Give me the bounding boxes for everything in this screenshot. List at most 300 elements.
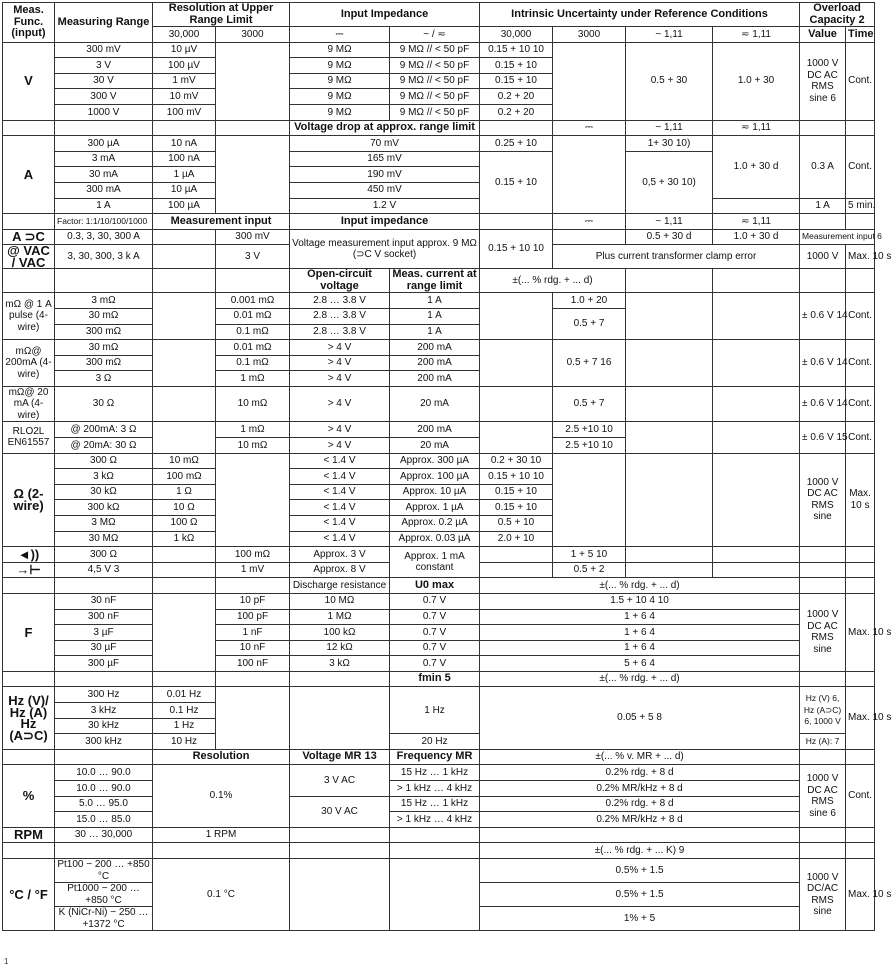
- page-footnote: 1: [4, 957, 9, 966]
- table-cell: 1 mV: [216, 562, 290, 578]
- table-cell: 0.3 A: [800, 136, 846, 198]
- table-cell: Discharge resistance: [290, 578, 390, 594]
- table-cell: 300 mV: [216, 229, 290, 245]
- table-cell: [626, 269, 713, 293]
- table-cell: Approx. 1 µA: [390, 500, 480, 516]
- table-cell: 100 mV: [153, 104, 216, 120]
- table-cell: [846, 671, 875, 687]
- table-cell: 0.05 + 5 8: [480, 687, 800, 749]
- table-cell: Value: [800, 27, 846, 43]
- table-row: [3, 812, 875, 828]
- table-cell: 1000 V DC AC RMS sine: [800, 453, 846, 547]
- table-cell: 30 mΩ: [55, 340, 153, 356]
- table-cell: 300 Hz: [55, 687, 153, 703]
- table-cell: [55, 578, 153, 594]
- table-cell: mΩ@ 20 mA (4-wire): [3, 386, 55, 422]
- table-cell: [553, 453, 626, 547]
- table-cell: [390, 859, 480, 931]
- table-cell: Approx. 0.03 µA: [390, 531, 480, 547]
- table-cell: @ 20mA: 30 Ω: [55, 437, 153, 453]
- table-cell: 300 µF: [55, 656, 153, 672]
- table-cell: 300 Ω: [55, 547, 153, 563]
- spec-table: [2, 2, 891, 931]
- table-cell: V: [3, 42, 55, 120]
- table-cell: ±(... % rdg. + ... d): [480, 671, 800, 687]
- table-cell: [846, 843, 875, 859]
- table-cell: [480, 386, 553, 422]
- table-cell: 30 V AC: [290, 796, 390, 827]
- table-cell: 1 + 5 10: [553, 547, 626, 563]
- table-cell: [153, 562, 216, 578]
- table-cell: 0.5 + 7 16: [553, 340, 626, 387]
- table-cell: 30 kHz: [55, 718, 153, 734]
- table-cell: [153, 120, 216, 136]
- table-cell: Approx. 300 µA: [390, 453, 480, 469]
- table-cell: ≂ 1,11: [713, 214, 800, 230]
- table-cell: 300 V: [55, 89, 153, 105]
- table-row: [3, 198, 875, 214]
- table-cell: 3 V: [55, 58, 153, 74]
- table-cell: [846, 562, 875, 578]
- table-cell: > 4 V: [290, 437, 390, 453]
- table-cell: Overload Capacity 2: [800, 3, 875, 27]
- table-cell: Cont.: [846, 136, 875, 198]
- table-cell: [55, 120, 153, 136]
- table-cell: 5.0 … 95.0: [55, 796, 153, 812]
- table-cell: ~ / ≂: [390, 27, 480, 43]
- table-cell: [216, 269, 290, 293]
- table-cell: 0.1 °C: [153, 859, 290, 931]
- table-cell: [216, 136, 290, 214]
- table-cell: [3, 120, 55, 136]
- table-cell: [216, 687, 290, 749]
- table-cell: 1.2 V: [290, 198, 480, 214]
- table-cell: [3, 843, 55, 859]
- table-cell: Cont.: [846, 42, 875, 120]
- table-cell: 0.2% rdg. + 8 d: [480, 796, 800, 812]
- table-cell: [800, 843, 846, 859]
- table-cell: 30 nF: [55, 593, 153, 609]
- table-cell: 1 mΩ: [216, 422, 290, 438]
- table-cell: [216, 671, 290, 687]
- table-cell: [290, 859, 390, 931]
- table-cell: ⎓: [553, 214, 626, 230]
- table-row: [3, 453, 875, 469]
- table-cell: ◄)): [3, 547, 55, 563]
- table-cell: Intrinsic Uncertainty under Reference Conditions: [480, 3, 800, 27]
- table-cell: [713, 547, 800, 563]
- table-cell: 1 MΩ: [290, 609, 390, 625]
- table-cell: U0 max: [390, 578, 480, 594]
- table-cell: 0.2% MR/kHz + 8 d: [480, 781, 800, 797]
- table-cell: ~ 1,11: [626, 27, 713, 43]
- table-cell: 0.7 V: [390, 609, 480, 625]
- table-cell: Meas. current at range limit: [390, 269, 480, 293]
- table-cell: 1 A: [390, 324, 480, 340]
- table-cell: 5 min.: [846, 198, 875, 214]
- table-row: [3, 386, 875, 422]
- table-cell: [55, 843, 153, 859]
- table-cell: [153, 245, 216, 269]
- table-cell: 165 mV: [290, 151, 480, 167]
- table-cell: [800, 749, 846, 765]
- table-cell: 1 mΩ: [216, 371, 290, 387]
- table-cell: < 1.4 V: [290, 531, 390, 547]
- table-cell: 200 mA: [390, 355, 480, 371]
- spec-table-body: [3, 2, 891, 931]
- table-cell: 100 mΩ: [153, 469, 216, 485]
- table-cell: [846, 578, 875, 594]
- table-cell: [153, 593, 216, 671]
- table-cell: 2.8 … 3.8 V: [290, 293, 390, 309]
- table-cell: [290, 843, 390, 859]
- table-cell: 1 nF: [216, 625, 290, 641]
- table-cell: 300 µA: [55, 136, 153, 152]
- table-cell: 0.5% + 1.5: [480, 883, 800, 907]
- table-cell: [153, 269, 216, 293]
- table-cell: 3 kΩ: [55, 469, 153, 485]
- table-row: [3, 293, 875, 309]
- table-cell: [480, 562, 553, 578]
- table-cell: ±(... % rdg. + ... d): [480, 578, 800, 594]
- table-cell: < 1.4 V: [290, 500, 390, 516]
- table-cell: 10 nA: [153, 136, 216, 152]
- table-row: [3, 340, 875, 356]
- table-cell: Hz (A): 7: [800, 734, 846, 750]
- table-cell: 1000 V DC AC RMS sine: [800, 593, 846, 671]
- table-cell: 300 mV: [55, 42, 153, 58]
- table-row: [3, 859, 875, 883]
- table-cell: 1% + 5: [480, 907, 800, 931]
- table-cell: Approx. 100 µA: [390, 469, 480, 485]
- table-cell: 0.5 + 10: [480, 515, 553, 531]
- table-cell: [626, 547, 713, 563]
- table-cell: 1 A: [390, 308, 480, 324]
- table-cell: [846, 269, 875, 293]
- table-cell: 0.25 + 10: [480, 136, 553, 152]
- table-cell: [713, 422, 800, 453]
- table-cell: A: [3, 136, 55, 214]
- table-row: [3, 609, 875, 625]
- table-cell: Approx. 3 V: [290, 547, 390, 563]
- table-cell: [800, 120, 846, 136]
- table-cell: [553, 229, 626, 245]
- table-row: [3, 827, 875, 843]
- table-cell: 100 Ω: [153, 515, 216, 531]
- table-cell: mΩ@ 200mA (4-wire): [3, 340, 55, 387]
- table-cell: ± 0.6 V 14: [800, 386, 846, 422]
- table-cell: 200 mA: [390, 340, 480, 356]
- table-cell: 70 mV: [290, 136, 480, 152]
- table-cell: Max. 10 s: [846, 245, 875, 269]
- table-cell: 30 MΩ: [55, 531, 153, 547]
- table-cell: [480, 547, 553, 563]
- table-cell: 0.1 Hz: [153, 703, 216, 719]
- table-cell: 10 pF: [216, 593, 290, 609]
- table-cell: [3, 214, 55, 230]
- table-cell: [800, 547, 846, 563]
- table-cell: ± 0.6 V 14: [800, 293, 846, 340]
- table-cell: 20 mA: [390, 437, 480, 453]
- table-cell: [480, 827, 800, 843]
- table-cell: [3, 269, 55, 293]
- table-cell: 9 MΩ: [290, 104, 390, 120]
- table-cell: 10 nF: [216, 640, 290, 656]
- table-cell: Max. 10 s: [846, 687, 875, 749]
- table-cell: 2.8 … 3.8 V: [290, 308, 390, 324]
- table-row: [3, 422, 875, 438]
- table-cell: 30 mA: [55, 167, 153, 183]
- table-row: [3, 781, 875, 797]
- table-cell: < 1.4 V: [290, 484, 390, 500]
- table-cell: 1 RPM: [153, 827, 290, 843]
- table-cell: > 4 V: [290, 422, 390, 438]
- table-cell: [800, 269, 846, 293]
- table-cell: ±(... % v. MR + ... d): [480, 749, 800, 765]
- table-cell: [290, 687, 390, 749]
- table-row: [3, 796, 875, 812]
- table-row: [3, 749, 875, 765]
- table-cell: 30 Ω: [55, 386, 153, 422]
- table-cell: 10 mΩ: [153, 453, 216, 469]
- table-cell: 0.15 + 10: [480, 58, 553, 74]
- table-row: [3, 136, 875, 152]
- table-cell: 300 nF: [55, 609, 153, 625]
- table-cell: [713, 198, 800, 214]
- table-cell: Hz (V) 6, Hz (A⊃C) 6, 1000 V: [800, 687, 846, 734]
- table-cell: 1000 V DC AC RMS sine 6: [800, 42, 846, 120]
- table-row: [3, 547, 875, 563]
- table-cell: 1 A: [55, 198, 153, 214]
- table-cell: 0,5 + 30 10): [626, 151, 713, 213]
- table-cell: 9 MΩ: [290, 73, 390, 89]
- table-cell: > 1 kHz … 4 kHz: [390, 781, 480, 797]
- table-row: [3, 42, 875, 58]
- table-cell: Factor: 1:1/10/100/1000: [55, 214, 153, 230]
- table-cell: 1000 V DC/AC RMS sine: [800, 859, 846, 931]
- table-cell: Meas. Func. (input): [3, 3, 55, 43]
- table-cell: 0.01 Hz: [153, 687, 216, 703]
- table-cell: 1000 V: [55, 104, 153, 120]
- table-cell: 9 MΩ: [290, 58, 390, 74]
- table-cell: 1 Hz: [153, 718, 216, 734]
- table-cell: Measurement input: [153, 214, 290, 230]
- table-cell: ~ 1,11: [626, 214, 713, 230]
- table-cell: 9 MΩ // < 50 pF: [390, 104, 480, 120]
- table-cell: ⎓: [290, 27, 390, 43]
- table-cell: 12 kΩ: [290, 640, 390, 656]
- table-cell: 30,000: [480, 27, 553, 43]
- table-cell: 2.5 +10 10: [553, 422, 626, 438]
- table-cell: Ω (2-wire): [3, 453, 55, 547]
- table-cell: Max. 10 s: [846, 593, 875, 671]
- table-cell: Input impedance: [290, 214, 480, 230]
- table-cell: 1+ 30 10): [626, 136, 713, 152]
- table-cell: 10 Hz: [153, 734, 216, 750]
- table-cell: %: [3, 765, 55, 827]
- table-cell: [480, 293, 553, 340]
- table-cell: ± 0.6 V 15: [800, 422, 846, 453]
- table-cell: [846, 547, 875, 563]
- table-cell: 3, 30, 300, 3 k A: [55, 245, 153, 269]
- table-cell: [3, 671, 55, 687]
- table-cell: 10 mΩ: [216, 437, 290, 453]
- table-row: [3, 593, 875, 609]
- table-cell: Cont.: [846, 765, 875, 827]
- table-cell: 3 V AC: [290, 765, 390, 796]
- table-cell: [55, 671, 153, 687]
- table-cell: [800, 671, 846, 687]
- table-row: [3, 3, 875, 27]
- table-cell: [626, 340, 713, 387]
- table-cell: 0.2% MR/kHz + 8 d: [480, 812, 800, 828]
- table-cell: 30,000: [153, 27, 216, 43]
- table-cell: 10.0 … 90.0: [55, 781, 153, 797]
- table-cell: Voltage MR 13: [290, 749, 390, 765]
- table-cell: [713, 293, 800, 340]
- table-cell: 1 µA: [153, 167, 216, 183]
- table-cell: [480, 422, 553, 453]
- table-cell: [713, 340, 800, 387]
- table-cell: Frequency MR: [390, 749, 480, 765]
- table-cell: Pt1000 − 200 … +850 °C: [55, 883, 153, 907]
- table-cell: RLO2L EN61557: [3, 422, 55, 453]
- table-cell: 20 mA: [390, 386, 480, 422]
- table-cell: [846, 120, 875, 136]
- table-cell: 15.0 … 85.0: [55, 812, 153, 828]
- table-cell: 0.7 V: [390, 656, 480, 672]
- table-cell: [153, 843, 290, 859]
- table-cell: 3 µF: [55, 625, 153, 641]
- table-cell: 5 + 6 4: [480, 656, 800, 672]
- table-cell: 1 + 6 4: [480, 640, 800, 656]
- table-cell: 1.0 + 30 d: [713, 229, 800, 245]
- table-cell: 0.5 + 30 d: [626, 229, 713, 245]
- table-cell: [846, 749, 875, 765]
- table-cell: 3 MΩ: [55, 515, 153, 531]
- table-row: [3, 765, 875, 781]
- table-cell: A ⊃C: [3, 229, 55, 245]
- table-cell: F: [3, 593, 55, 671]
- table-cell: 300 mA: [55, 182, 153, 198]
- table-cell: 100 mΩ: [216, 547, 290, 563]
- table-cell: Hz (V)/ Hz (A) Hz (A⊃C): [3, 687, 55, 749]
- table-cell: RPM: [3, 827, 55, 843]
- table-row: [3, 656, 875, 672]
- table-cell: fmin 5: [390, 671, 480, 687]
- table-cell: 1.5 + 10 4 10: [480, 593, 800, 609]
- table-cell: 0.15 + 10 10: [480, 469, 553, 485]
- table-cell: Voltage measurement input approx. 9 MΩ (⊃C V socket): [290, 229, 480, 269]
- table-cell: [800, 827, 846, 843]
- table-cell: 20 Hz: [390, 734, 480, 750]
- table-cell: 10 µA: [153, 182, 216, 198]
- table-row: [3, 214, 875, 230]
- table-cell: 1 Ω: [153, 484, 216, 500]
- table-cell: [800, 578, 846, 594]
- table-cell: [153, 293, 216, 340]
- table-cell: [480, 214, 553, 230]
- table-cell: 100 nF: [216, 656, 290, 672]
- table-cell: 200 mA: [390, 422, 480, 438]
- table-row: [3, 843, 875, 859]
- table-cell: 3 Ω: [55, 371, 153, 387]
- table-cell: 0.5 + 2: [553, 562, 626, 578]
- table-cell: 2.0 + 10: [480, 531, 553, 547]
- table-cell: < 1.4 V: [290, 469, 390, 485]
- table-cell: Approx. 8 V: [290, 562, 390, 578]
- table-cell: Voltage drop at approx. range limit: [290, 120, 480, 136]
- table-cell: [290, 671, 390, 687]
- table-cell: 3 mA: [55, 151, 153, 167]
- table-cell: [713, 386, 800, 422]
- table-cell: 100 µV: [153, 58, 216, 74]
- table-cell: < 1.4 V: [290, 515, 390, 531]
- table-cell: 450 mV: [290, 182, 480, 198]
- table-cell: 300 kΩ: [55, 500, 153, 516]
- table-cell: [846, 827, 875, 843]
- table-cell: 0.5 + 30: [626, 42, 713, 120]
- table-cell: 200 mA: [390, 371, 480, 387]
- table-cell: [480, 120, 553, 136]
- table-cell: 1000 V: [800, 245, 846, 269]
- table-cell: Cont.: [846, 293, 875, 340]
- table-cell: [216, 453, 290, 547]
- table-cell: @ VAC / VAC: [3, 245, 55, 269]
- table-cell: Approx. 10 µA: [390, 484, 480, 500]
- table-cell: 0.15 + 10: [480, 484, 553, 500]
- table-cell: ± 0.6 V 14: [800, 340, 846, 387]
- table-cell: mΩ @ 1 A pulse (4-wire): [3, 293, 55, 340]
- table-cell: [216, 120, 290, 136]
- table-cell: 15 Hz … 1 kHz: [390, 796, 480, 812]
- table-cell: 0.2% rdg. + 8 d: [480, 765, 800, 781]
- table-cell: 300 Ω: [55, 453, 153, 469]
- table-cell: 2.5 +10 10: [553, 437, 626, 453]
- table-cell: 100 µA: [153, 198, 216, 214]
- table-cell: 0.15 + 10 10: [480, 42, 553, 58]
- table-cell: 3 kΩ: [290, 656, 390, 672]
- table-cell: 0.5 + 7: [553, 308, 626, 339]
- table-cell: 0.5% + 1.5: [480, 859, 800, 883]
- table-cell: < 1.4 V: [290, 453, 390, 469]
- table-cell: 0.7 V: [390, 593, 480, 609]
- table-cell: 9 MΩ // < 50 pF: [390, 58, 480, 74]
- table-cell: 300 kHz: [55, 734, 153, 750]
- table-cell: 100 pF: [216, 609, 290, 625]
- table-cell: 0.2 + 20: [480, 89, 553, 105]
- table-cell: 100 kΩ: [290, 625, 390, 641]
- table-cell: 10 µV: [153, 42, 216, 58]
- table-cell: 0.2 + 30 10: [480, 453, 553, 469]
- table-cell: [713, 562, 800, 578]
- table-row: [3, 578, 875, 594]
- table-cell: 3000: [216, 27, 290, 43]
- table-cell: [216, 42, 290, 120]
- table-cell: Cont.: [846, 386, 875, 422]
- table-cell: 3 mΩ: [55, 293, 153, 309]
- table-cell: 9 MΩ // < 50 pF: [390, 89, 480, 105]
- table-cell: ≂ 1,11: [713, 27, 800, 43]
- table-cell: 0.7 V: [390, 640, 480, 656]
- table-cell: 0.5 + 7: [553, 386, 626, 422]
- table-cell: 10 Ω: [153, 500, 216, 516]
- table-cell: > 4 V: [290, 355, 390, 371]
- table-cell: 10 mV: [153, 89, 216, 105]
- table-cell: Max. 10 s: [846, 859, 875, 931]
- table-cell: 30 µF: [55, 640, 153, 656]
- table-cell: 1000 V DC AC RMS sine 6: [800, 765, 846, 827]
